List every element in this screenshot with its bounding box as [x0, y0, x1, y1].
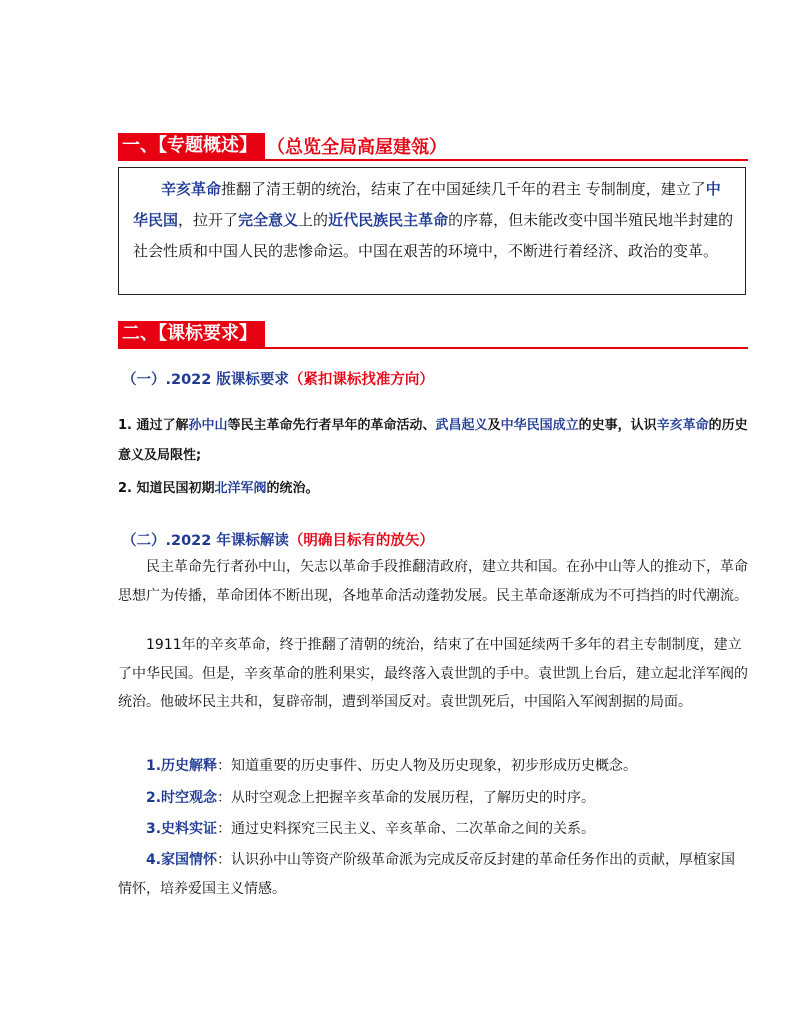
overview-kw: 中华民国: [133, 180, 721, 229]
req-kw: 武昌起义: [435, 418, 488, 433]
overview-text: 推翻了清王朝的统治，结束了在中国延续几千年的君主 专制制度，建立了: [221, 180, 706, 198]
overview-box: [118, 167, 746, 295]
overview-kw: 近代民族民主革命: [328, 211, 449, 229]
req-text: 1. 通过了解: [118, 418, 189, 433]
subheading-red: （紧扣课标找准方向）: [288, 372, 434, 388]
section-overview-heading: [118, 132, 447, 160]
subheading-prefix: （一）.2022 版: [122, 372, 231, 388]
overview-text: ，拉开了: [178, 211, 239, 229]
subheading-interpretation: [122, 529, 434, 550]
literacy-text: ：认识孙中山等资产阶级革命派为完成反帝反封建的革命任务作出的贡献，厚植家国情怀，培养爱国主义情感。: [118, 852, 736, 897]
subheading-requirements: [122, 368, 434, 389]
literacy-item-4: [118, 846, 748, 904]
req-text: 等民主革命先行者早年的革命活动、: [227, 418, 436, 433]
interpretation-paragraph-1: [118, 553, 748, 610]
literacy-label: 3.史料实证: [146, 821, 218, 837]
req-kw: 孙中山: [188, 418, 228, 433]
overview-kw: 辛亥革命: [161, 180, 222, 198]
req-kw: 北洋军阀: [214, 481, 267, 496]
overview-text: 上的: [298, 211, 329, 229]
req-kw: 中华民国成立: [500, 418, 579, 433]
overview-kw: 完全意义: [238, 211, 299, 229]
subheading-blue: 课标解读: [230, 533, 289, 549]
section-overview-rule: [118, 159, 748, 161]
literacy-item-3: [118, 815, 748, 844]
subheading-prefix: （二）.2022 年: [122, 533, 231, 549]
section-overview-subtitle: （总览全局高屋建瓴）: [267, 137, 447, 158]
section-standards-heading: [118, 320, 265, 348]
literacy-text: ：通过史料探究三民主义、辛亥革命、二次革命之间的关系。: [217, 821, 596, 837]
paragraph-text: 民主革命先行者孙中山，矢志以革命手段推翻清政府，建立共和国。在孙中山等人的推动下，革命思想广为传播，革命团体不断出现，各地革命活动蓬勃发展。民主革命逐渐成为不可挡挡的时代潮流。: [118, 559, 748, 604]
req-text: 及: [487, 418, 501, 433]
overview-text: 的序幕，但未能改变中国半殖民地半封建的社会性质和中国人民的悲惨命运。中国在艰苦的环境中，不断进行着经济、政治的变革。: [133, 211, 734, 260]
section-overview-title: 一、【专题概述】: [118, 133, 265, 159]
requirement-item-2: [118, 474, 748, 504]
literacy-text: ：知道重要的历史事件、历史人物及历史现象，初步形成历史概念。: [217, 758, 638, 774]
req-text: 的统治。: [266, 481, 319, 496]
literacy-label: 1.历史解释: [146, 758, 218, 774]
req-text: 的史事，认识: [578, 418, 657, 433]
subheading-blue: 课标要求: [230, 372, 289, 388]
literacy-text: ：从时空观念上把握辛亥革命的发展历程，了解历史的时序。: [217, 790, 596, 806]
interpretation-paragraph-2: [118, 631, 748, 717]
literacy-label: 4.家国情怀: [146, 852, 218, 868]
subheading-red: （明确目标有的放矢）: [288, 533, 434, 549]
literacy-item-1: [118, 752, 748, 781]
requirement-item-1: [118, 411, 748, 471]
req-text: 2. 知道民国初期: [118, 481, 215, 496]
req-kw: 辛亥革命: [656, 418, 709, 433]
literacy-item-2: [118, 784, 748, 813]
section-standards-rule: [118, 347, 748, 349]
paragraph-text: 1911年的辛亥革命，终于推翻了清朝的统治，结束了在中国延续两千多年的君主专制制度，建立了中华民国。但是，辛亥革命的胜利果实，最终落入袁世凯的手中。袁世凯上台后，建立起北洋军阀的统治。他破坏民主共和，复辟帝制，遭到举国反对。袁世凯死后，中国陷入军阀割据的局面。: [118, 637, 748, 710]
literacy-label: 2.时空观念: [146, 790, 218, 806]
req-text: 的历史意义及局限性;: [118, 418, 748, 463]
section-standards-title: 二、【课标要求】: [118, 321, 265, 347]
